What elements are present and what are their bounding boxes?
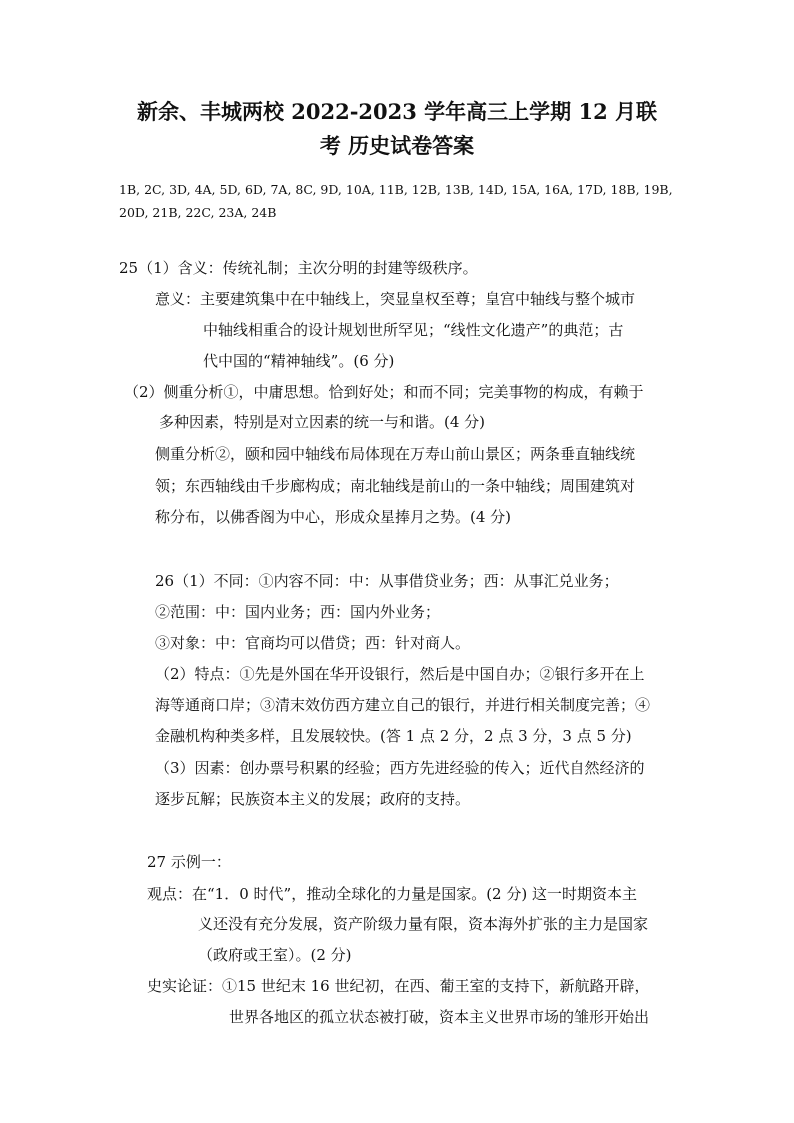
page-title-line-1: 新余、丰城两校 2022-2023 学年高三上学期 12 月联 [136,99,658,124]
mc-answers-line-2: 20D, 21B, 22C, 23A, 24B [119,205,277,220]
q26-line: ②范围：中：国内业务；西：国内外业务； [155,603,441,621]
q25-line: 意义：主要建筑集中在中轴线上，突显皇权至尊；皇宫中轴线与整个城市 [155,290,636,308]
q27-line: 观点：在“1．0 时代”，推动全球化的力量是国家。(2 分) 这一时期资本主 [147,885,637,903]
page-title-line-2: 考 历史试卷答案 [319,133,475,158]
q26-line: （2）特点：①先是外国在华开设银行，然后是中国自办；②银行多开在上 [155,665,645,683]
q26-line: 海等通商口岸；③清末效仿西方建立自己的银行，并进行相关制度完善；④ [155,696,651,714]
q25-line: 领；东西轴线由千步廊构成；南北轴线是前山的一条中轴线；周围建筑对 [155,477,636,495]
q25-line: 称分布，以佛香阁为中心，形成众星捧月之势。(4 分) [155,508,512,526]
q27-line: （政府或王室）。(2 分) [198,946,352,964]
q26-line: 26（1）不同：①内容不同：中：从事借贷业务；西：从事汇兑业务； [155,572,619,590]
q26-line: 金融机构种类多样，且发展较快。(答 1 点 2 分，2 点 3 分，3 点 5 分) [155,727,632,745]
q25-line: 多种因素，特别是对立因素的统一与和谐。(4 分) [159,413,486,431]
q26-line: 逐步瓦解；民族资本主义的发展；政府的支持。 [155,790,471,808]
q25-line: 中轴线相重合的设计规划世所罕见；“线性文化遗产”的典范；古 [203,321,624,339]
q27-line: 27 示例一： [147,853,231,871]
q27-line: 史实论证：①15 世纪末 16 世纪初，在西、葡王室的支持下，新航路开辟， [147,977,650,995]
q27-line: 世界各地区的孤立状态被打破，资本主义世界市场的雏形开始出 [229,1008,650,1026]
q25-line: 25（1）含义：传统礼制；主次分明的封建等级秩序。 [119,259,478,277]
q25-line: 代中国的“精神轴线”。(6 分) [203,352,395,370]
mc-answers-line-1: 1B, 2C, 3D, 4A, 5D, 6D, 7A, 8C, 9D, 10A, 11B, 12B, 13B, 14D, 15A, 16A, 17D, 18B, 19B, [119,182,673,197]
q25-line: （2）侧重分析①，中庸思想。恰到好处；和而不同；完美事物的构成，有赖于 [124,383,644,401]
q26-line: （3）因素：创办票号积累的经验；西方先进经验的传入；近代自然经济的 [155,759,645,777]
q27-line: 义还没有充分发展，资产阶级力量有限，资本海外扩张的主力是国家 [198,915,649,933]
q25-line: 侧重分析②，颐和园中轴线布局体现在万寿山前山景区；两条垂直轴线统 [155,445,636,463]
q26-line: ③对象：中：官商均可以借贷；西：针对商人。 [155,634,471,652]
